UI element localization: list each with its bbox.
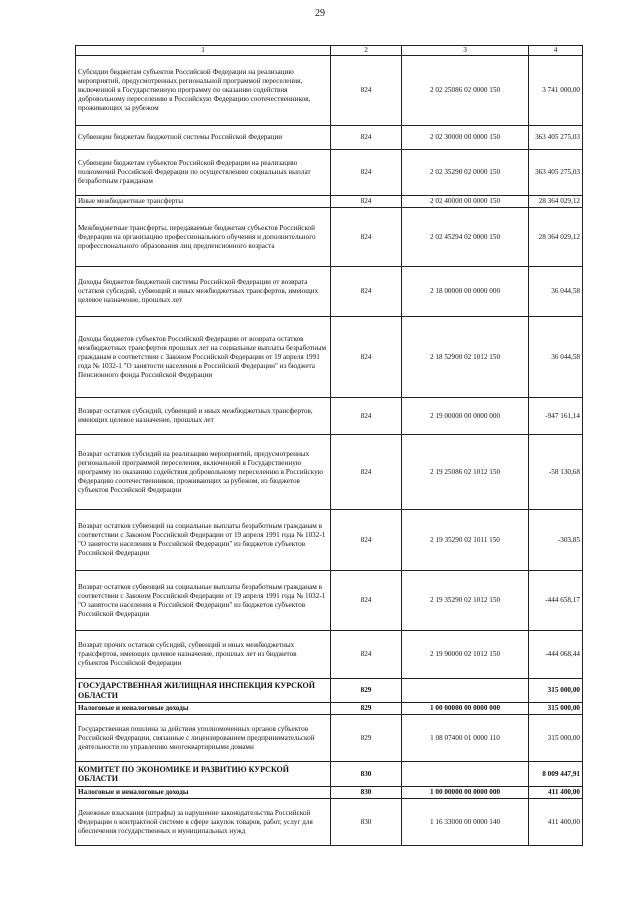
row-kbk-code: 1 16 33000 00 0000 140: [402, 799, 529, 846]
table-row: [76, 799, 583, 846]
row-sum: 36 044,58: [529, 267, 583, 317]
row-kbk-code: 2 19 00000 00 0000 000: [402, 398, 529, 435]
row-admin-code: 829: [331, 703, 402, 715]
row-admin-code: 830: [331, 799, 402, 846]
row-admin-code: 824: [331, 435, 402, 510]
table-row: [76, 715, 583, 762]
row-kbk-code: 1 00 00000 00 0000 000: [402, 703, 529, 715]
row-sum: 315 000,00: [529, 703, 583, 715]
row-sum: 363 405 275,03: [529, 150, 583, 196]
revenue-table: [75, 45, 583, 846]
row-kbk-code: 2 19 35290 02 1012 150: [402, 571, 529, 631]
row-kbk-code: 2 18 00000 00 0000 000: [402, 267, 529, 317]
row-name: Возврат остатков субвенций на социальные выплаты безработным гражданам в соответствии с Законом Российской Федерации от 19 апреля 1991 года № 1032-1 "О занятости населения в Российской Федерации" из бюджетов субъектов Российской Федерации: [76, 571, 331, 631]
row-sum: -444 658,17: [529, 571, 583, 631]
table-row: [76, 317, 583, 398]
row-sum: 363 405 275,03: [529, 126, 583, 150]
row-sum: 28 364 029,12: [529, 196, 583, 208]
header-cell: 4: [529, 46, 583, 56]
row-admin-code: 824: [331, 150, 402, 196]
row-kbk-code: [402, 679, 529, 703]
row-kbk-code: 2 02 45294 02 0000 150: [402, 208, 529, 267]
row-admin-code: 824: [331, 196, 402, 208]
row-admin-code: 830: [331, 787, 402, 799]
row-admin-code: 824: [331, 571, 402, 631]
row-sum: 411 400,00: [529, 787, 583, 799]
row-name: ГОСУДАРСТВЕННАЯ ЖИЛИЩНАЯ ИНСПЕКЦИЯ КУРСКОЙ ОБЛАСТИ: [76, 679, 331, 703]
table-row: [76, 56, 583, 126]
row-admin-code: 824: [331, 631, 402, 679]
row-kbk-code: 2 19 25086 02 1012 150: [402, 435, 529, 510]
table-row: [76, 150, 583, 196]
table-row: [76, 762, 583, 787]
row-sum: 8 009 447,91: [529, 762, 583, 787]
row-sum: -444 068,44: [529, 631, 583, 679]
row-sum: 315 000,00: [529, 715, 583, 762]
row-kbk-code: 2 19 35290 02 1011 150: [402, 510, 529, 571]
table-row: [76, 126, 583, 150]
row-name: Денежные взыскания (штрафы) за нарушение законодательства Российской Федерации о контрактной системе в сфере закупок товаров, работ, услуг для обеспечения государственных и муниципальных нужд: [76, 799, 331, 846]
table-row: [76, 787, 583, 799]
row-kbk-code: 2 02 40000 00 0000 150: [402, 196, 529, 208]
row-name: Возврат остатков субсидий на реализацию мероприятий, предусмотренных региональной программой переселения, включенной в Государственную программу по оказанию содействия добровольному переселению в Российскую Федерацию соотечественников, проживающих за рубежом, из бюджетов субъектов Российской Федерации: [76, 435, 331, 510]
row-name: Налоговые и неналоговые доходы: [76, 703, 331, 715]
row-admin-code: 829: [331, 679, 402, 703]
row-sum: 411 400,00: [529, 799, 583, 846]
row-admin-code: 824: [331, 208, 402, 267]
row-kbk-code: 2 19 90000 02 1012 150: [402, 631, 529, 679]
row-name: Субсидии бюджетам субъектов Российской Федерации на реализацию мероприятий, предусмотренных региональной программой переселения, включенной в Государственную программу по оказанию содействия добровольному переселению в Российскую Федерацию соотечественников, проживающих за рубежом: [76, 56, 331, 126]
row-sum: 36 044,58: [529, 317, 583, 398]
row-name: Возврат прочих остатков субсидий, субвенций и иных межбюджетных трансфертов, имеющих целевое назначение, прошлых лет из бюджетов субъектов Российской Федерации: [76, 631, 331, 679]
row-kbk-code: [402, 762, 529, 787]
row-sum: -947 161,14: [529, 398, 583, 435]
row-kbk-code: 2 02 35290 02 0000 150: [402, 150, 529, 196]
row-admin-code: 829: [331, 715, 402, 762]
table-row: [76, 510, 583, 571]
row-admin-code: 830: [331, 762, 402, 787]
header-cell: 2: [331, 46, 402, 56]
row-name: Возврат остатков субсидий, субвенций и иных межбюджетных трансфертов, имеющих целевое назначение, прошлых лет: [76, 398, 331, 435]
row-admin-code: 824: [331, 56, 402, 126]
row-admin-code: 824: [331, 398, 402, 435]
row-kbk-code: 2 02 25086 02 0000 150: [402, 56, 529, 126]
row-name: Субвенции бюджетам субъектов Российской Федерации на реализацию полномочий Российской Федерации по осуществлению социальных выплат безработным гражданам: [76, 150, 331, 196]
row-name: Налоговые и неналоговые доходы: [76, 787, 331, 799]
page-number: 29: [315, 8, 325, 19]
table-row: [76, 679, 583, 703]
row-name: Возврат остатков субвенций на социальные выплаты безработным гражданам в соответствии с Законом Российской Федерации от 19 апреля 1991 года № 1032-1 "О занятости населения в Российской Федерации" из бюджетов субъектов Российской Федерации: [76, 510, 331, 571]
table-row: [76, 208, 583, 267]
row-admin-code: 824: [331, 510, 402, 571]
row-name: КОМИТЕТ ПО ЭКОНОМИКЕ И РАЗВИТИЮ КУРСКОЙ ОБЛАСТИ: [76, 762, 331, 787]
row-name: Субвенции бюджетам бюджетной системы Российской Федерации: [76, 126, 331, 150]
row-name: Государственная пошлина за действия уполномоченных органов субъектов Российской Федерации, связанные с лицензированием предпринимательской деятельности по управлению многоквартирными домами: [76, 715, 331, 762]
header-cell: 3: [402, 46, 529, 56]
row-admin-code: 824: [331, 126, 402, 150]
row-sum: -303,85: [529, 510, 583, 571]
table-row: [76, 703, 583, 715]
header-cell: 1: [76, 46, 331, 56]
row-sum: -58 130,68: [529, 435, 583, 510]
row-admin-code: 824: [331, 267, 402, 317]
row-kbk-code: 1 00 00000 00 0000 000: [402, 787, 529, 799]
table-row: [76, 631, 583, 679]
table-row: [76, 267, 583, 317]
row-name: Иные межбюджетные трансферты: [76, 196, 331, 208]
row-name: Доходы бюджетов бюджетной системы Российской Федерации от возврата остатков субсидий, субвенций и иных межбюджетных трансфертов, имеющих целевое назначение, прошлых лет: [76, 267, 331, 317]
row-kbk-code: 2 02 30000 00 0000 150: [402, 126, 529, 150]
row-sum: 28 364 029,12: [529, 208, 583, 267]
row-kbk-code: 2 18 52900 02 1012 150: [402, 317, 529, 398]
row-admin-code: 824: [331, 317, 402, 398]
table-header-row: [76, 46, 583, 56]
row-sum: 3 741 000,00: [529, 56, 583, 126]
row-name: Межбюджетные трансферты, передаваемые бюджетам субъектов Российской Федерации на организацию профессионального обучения и дополнительного профессионального образования лиц предпенсионного возраста: [76, 208, 331, 267]
table-row: [76, 196, 583, 208]
row-sum: 315 000,00: [529, 679, 583, 703]
table-row: [76, 398, 583, 435]
row-name: Доходы бюджетов субъектов Российской Федерации от возврата остатков межбюджетных трансфертов прошлых лет на социальные выплаты безработным гражданам в соответствии с Законом Российской Федерации от 19 апреля 1991 года № 1032-1 "О занятости населения в Российской Федерации" из бюджета Пенсионного фонда Российской Федерации: [76, 317, 331, 398]
table-row: [76, 435, 583, 510]
table-row: [76, 571, 583, 631]
row-kbk-code: 1 08 07400 01 0000 110: [402, 715, 529, 762]
